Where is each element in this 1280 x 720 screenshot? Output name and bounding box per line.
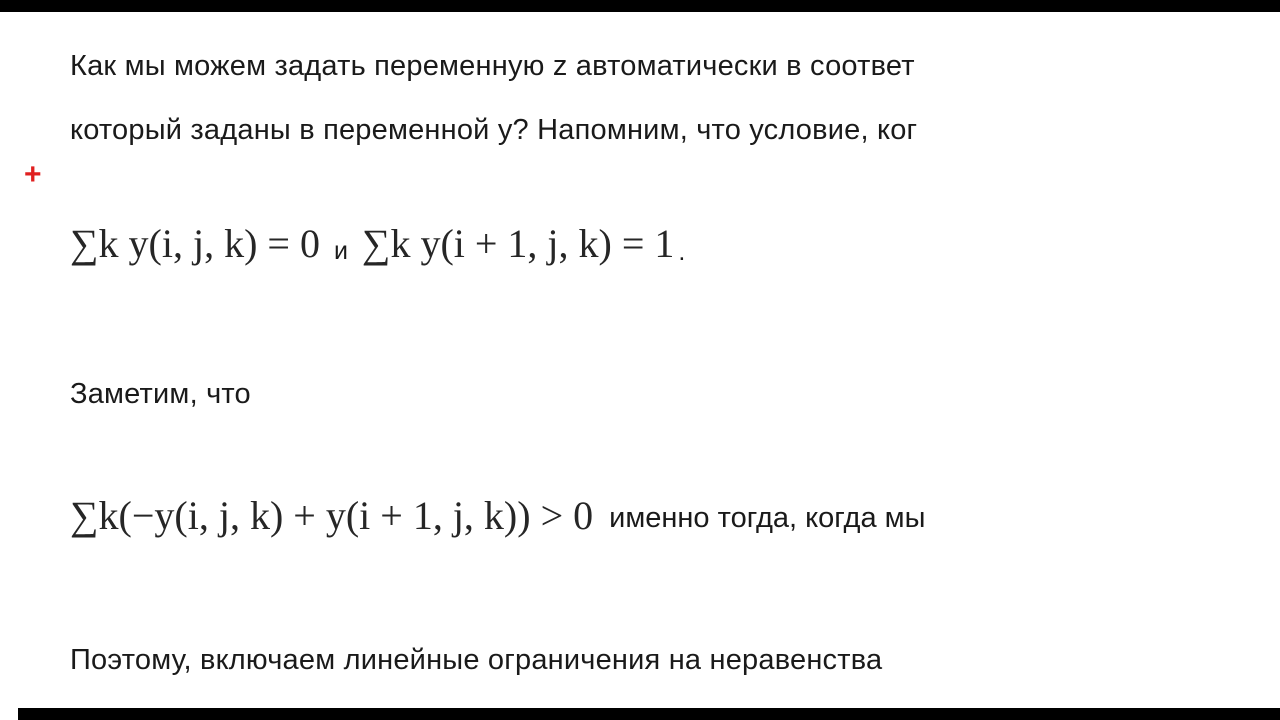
paragraph-1-line-1: Как мы можем задать переменную z автоматически в соответ — [70, 50, 915, 82]
equation-row-1 — [70, 220, 685, 290]
plus-marker-icon: + — [24, 158, 42, 191]
equation-1-conjunction: и — [333, 237, 348, 265]
equation-row-2 — [70, 492, 925, 562]
paragraph-4: Поэтому, включаем линейные ограничения на неравенства — [70, 644, 883, 676]
letterbox-bar-top — [0, 0, 1280, 12]
paragraph-1-line-2: который заданы в переменной y? Напомним, что условие, ког — [70, 114, 918, 146]
equation-1-period: . — [678, 238, 686, 266]
paragraph-2: Заметим, что — [70, 378, 251, 410]
equation-2-tail-text: именно тогда, когда мы — [609, 502, 926, 534]
document-content — [0, 12, 1280, 708]
equation-2: ∑k(−y(i, j, k) + y(i + 1, j, k)) > 0 — [70, 493, 594, 538]
letterbox-bar-bottom — [0, 708, 1280, 720]
left-margin-strip — [0, 24, 18, 720]
equation-1-right: ∑k y(i + 1, j, k) = 1 — [361, 221, 675, 266]
equation-1-left: ∑k y(i, j, k) = 0 — [70, 221, 320, 266]
